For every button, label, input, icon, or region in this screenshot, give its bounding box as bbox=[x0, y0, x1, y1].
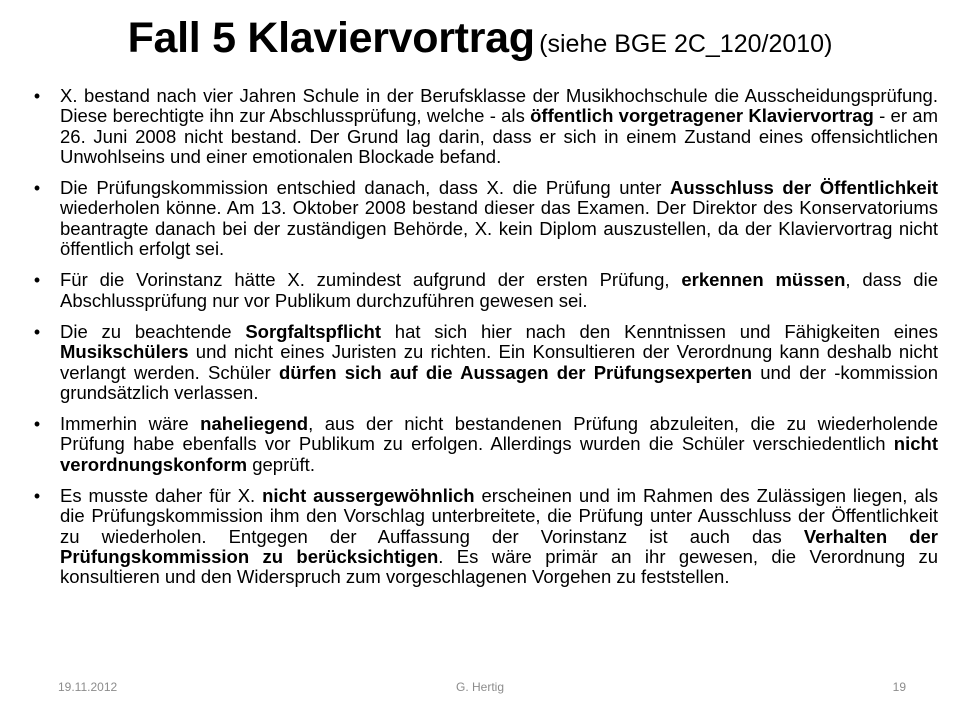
bullet-dot: • bbox=[33, 414, 41, 435]
bullet-emphasis: dürfen sich auf die Aussagen der Prüfungsexperten bbox=[278, 361, 752, 383]
title-reference: (siehe BGE 2C_120/2010) bbox=[539, 30, 833, 58]
bullet-item bbox=[24, 486, 938, 587]
bullet-text bbox=[60, 485, 938, 587]
bullet-emphasis: nicht aussergewöhnlich bbox=[262, 485, 475, 507]
bullet-text bbox=[60, 85, 938, 167]
title-main: Fall 5 Klaviervortrag bbox=[127, 14, 535, 62]
bullet-segment: geprüft. bbox=[247, 453, 315, 475]
bullet-emphasis: Sorgfaltspflicht bbox=[245, 320, 381, 342]
bullet-dot: • bbox=[33, 86, 41, 106]
bullet-item bbox=[24, 86, 938, 167]
bullet-segment: erscheinen und im Rahmen des Zulässigen liegen, als die Prüfungskommission ihm den Vorschlag unterbreitete, die Prüfung unter Ausschluss der Öffentlichkeit zu wiederholen. Entgegen der Auffassung der Vorinstanz ist auch das bbox=[60, 485, 938, 547]
bullet-segment: wiederholen könne. Am 13. Oktober 2008 bestand dieser das Examen. Der Direktor des Konservatoriums beantragte danach bei der zuständigen Behörde, X. kein Diplom auszustellen, da der Klaviervortrag nicht öffentlich erfolgt sei. bbox=[60, 197, 938, 260]
bullet-emphasis: nicht verordnungskonform bbox=[60, 433, 938, 475]
bullet-segment: Für die Vorinstanz hätte X. zumindest aufgrund der ersten Prüfung, bbox=[60, 269, 682, 291]
bullet-segment: . Es wäre primär an ihr gewesen, die Verordnung zu konsultieren und den Widerspruch zum vorgeschlagenen Vorgehen zu feststellen. bbox=[60, 545, 939, 588]
bullet-emphasis: Verhalten der Prüfungskommission zu berücksichtigen bbox=[60, 525, 938, 567]
bullet-segment: Es musste daher für X. bbox=[60, 485, 263, 507]
bullet-dot: • bbox=[33, 270, 41, 291]
bullet-text bbox=[60, 413, 938, 475]
bullet-item bbox=[24, 322, 938, 403]
bullet-emphasis: erkennen müssen bbox=[681, 269, 846, 291]
bullet-item bbox=[24, 270, 938, 311]
footer-author: G. Hertig bbox=[455, 680, 504, 694]
bullet-segment: und nicht eines Juristen zu richten. Ein Konsultieren der Verordnung kann deshalb nicht verlangt werden. Schüler bbox=[60, 341, 938, 383]
bullet-emphasis: öffentlich vorgetragener Klaviervortrag bbox=[530, 105, 874, 127]
footer-page-number: 19 bbox=[892, 680, 906, 694]
slide-title bbox=[0, 14, 960, 63]
bullet-list bbox=[24, 86, 938, 599]
bullet-dot: • bbox=[33, 486, 41, 507]
bullet-text bbox=[60, 269, 938, 310]
bullet-emphasis: naheliegend bbox=[200, 413, 309, 435]
bullet-segment: Die zu beachtende bbox=[60, 320, 246, 342]
bullet-segment: hat sich hier nach den Kenntnissen und Fähigkeiten eines bbox=[381, 320, 938, 342]
footer-date: 19.11.2012 bbox=[58, 680, 118, 694]
bullet-dot: • bbox=[33, 178, 41, 199]
bullet-item bbox=[24, 414, 938, 475]
bullet-segment: und der -kommission grundsätzlich verlassen. bbox=[60, 361, 939, 403]
bullet-dot: • bbox=[33, 321, 41, 342]
bullet-text bbox=[60, 321, 938, 403]
bullet-segment: Die Prüfungskommission entschied danach, dass X. die Prüfung unter bbox=[60, 177, 670, 199]
bullet-emphasis: Musikschülers bbox=[60, 341, 189, 363]
bullet-emphasis: Ausschluss der Öffentlichkeit bbox=[669, 177, 938, 199]
bullet-segment: X. bestand nach vier Jahren Schule in der Berufsklasse der Musikhochschule die Ausscheidungsprüfung. Diese berechtigte ihn zur Abschlussprüfung, welche - als bbox=[60, 85, 938, 127]
bullet-item bbox=[24, 178, 938, 259]
bullet-segment: Immerhin wäre bbox=[60, 413, 201, 435]
bullet-segment: , aus der nicht bestandenen Prüfung abzuleiten, die zu wiederholende Prüfung habe ebenfalls vor Publikum zu erfolgen. Allerdings wurden die Schüler verschiedentlich bbox=[60, 413, 938, 455]
bullet-segment: - er am 26. Juni 2008 nicht bestand. Der Grund lag darin, dass er sich in einem Zustand eines offensichtlichen Unwohlseins und einer emotionalen Blockade befand. bbox=[60, 105, 938, 167]
bullet-text bbox=[60, 177, 938, 259]
bullet-segment: , dass die Abschlussprüfung nur vor Publikum durchzuführen gewesen sei. bbox=[60, 269, 938, 311]
